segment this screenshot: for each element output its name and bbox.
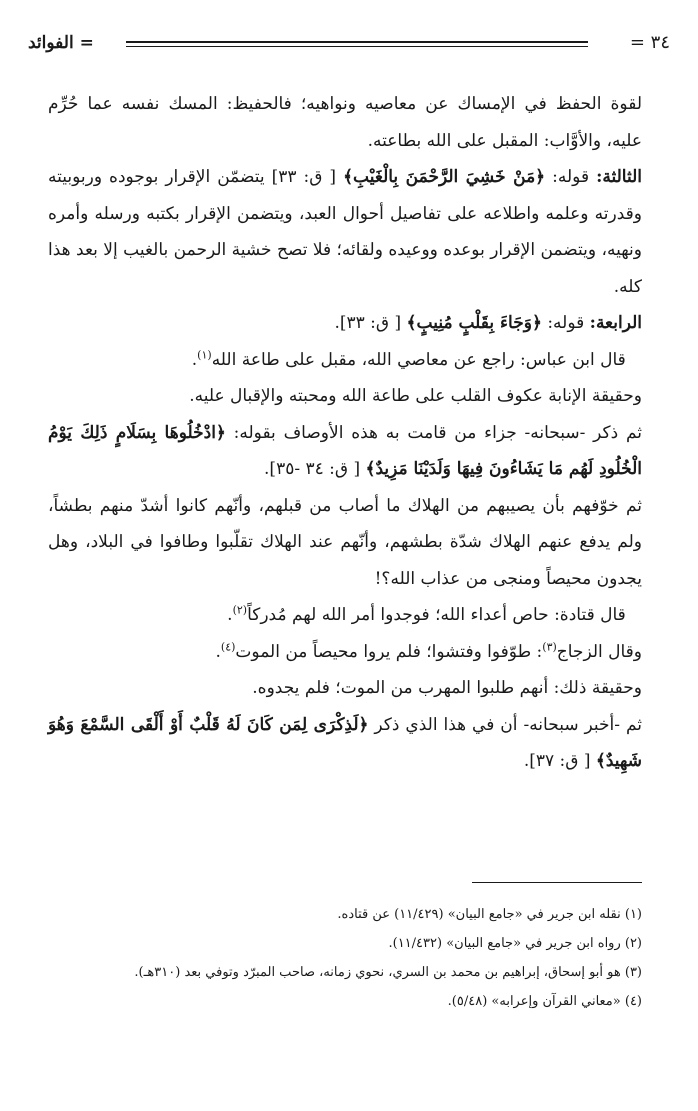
footnote-1: (١) نقله ابن جرير في «جامع البيان» (١١/٤٢٩) عن قتاده.	[337, 907, 642, 922]
paragraph-2: الثالثة: قوله: ﴿مَنْ خَشِيَ الرَّحْمَنَ بِالْغَيْبِ﴾ [ ق: ٣٣] يتضمّن الإقرار بوجوده وربوبيته وقدرته وعلمه واطلاعه على تفاصيل أحوال العبد، ويتضمن الإقرار بكتبه ورسله وأمره ونهيه، ويتضمن الإقرار بوعده ووعيده ولقائه؛ فلا تصح خشية الرحمن بالغيب إلا بعد هذا كله.	[48, 167, 643, 297]
paragraph-11: ثم -أخبر سبحانه- أن في هذا الذي ذكر ﴿لَذِكْرَى لِمَن كَانَ لَهُ قَلْبٌ أَوْ أَلْقَى السَّمْعَ وَهُوَ شَهِيدٌ﴾ [ ق: ٣٧].	[48, 714, 642, 771]
paragraph-10: وحقيقة ذلك: أنهم طلبوا المهرب من الموت؛ فلم يجدوه.	[252, 678, 642, 698]
footnote-2: (٢) رواه ابن جرير في «جامع البيان» (١١/٤٣٢).	[388, 936, 642, 951]
paragraph-7: ثم خوّفهم بأن يصيبهم من الهلاك ما أصاب من قبلهم، وأنّهم كانوا أشدّ منهم بطشاً، ولم يدفع عنهم الهلاك شدّة بطشهم، وأنّهم عند الهلاك تقلّبوا وطافوا في البلاد، وهل يجدون محيصاً ومنجى من عذاب الله؟!	[48, 495, 642, 589]
paragraph-4: قال ابن عباس: راجع عن معاصي الله، مقبل على طاعة الله$^{(١)}$.	[191, 347, 626, 370]
paragraph-6: ثم ذكر -سبحانه- جزاء من قامت به هذه الأوصاف بقوله: ﴿ادْخُلُوهَا بِسَلَامٍ ذَلِكَ يَوْمُ الْخُلُودِ لَهُم مَا يَشَاءُونَ فِيهَا وَلَدَيْنَا مَزِيدٌ﴾ [ ق: ٣٤ -٣٥].	[48, 422, 642, 479]
footnote-marker: (١)	[197, 347, 212, 361]
page-header	[28, 28, 670, 60]
quran-verse: ﴿مَنْ خَشِيَ الرَّحْمَنَ بِالْغَيْبِ﴾	[343, 167, 546, 187]
paragraph-1: لقوة الحفظ في الإمساك عن معاصيه ونواهيه؛ فالحفيظ: المسك نفسه عما حُرِّم عليه، والأوَّاب: المقبل على الله بطاعته.	[48, 94, 642, 151]
quran-verse: ﴿وَجَاءَ بِقَلْبٍ مُنِيبٍ﴾	[406, 313, 542, 333]
main-text	[48, 86, 642, 780]
header-rule	[126, 41, 588, 47]
footnote-marker: (٣)	[542, 639, 557, 653]
book-title: = الفوائد	[28, 33, 94, 53]
verse-reference: [ ق: ٣٣].	[334, 313, 402, 333]
page-number: ٣٤ =	[629, 32, 670, 53]
quran-verse: ﴿ادْخُلُوهَا بِسَلَامٍ ذَلِكَ يَوْمُ الْخُلُودِ لَهُم مَا يَشَاءُونَ فِيهَا وَلَدَيْنَا مَزِيدٌ﴾	[48, 422, 642, 479]
footnote-marker: (٢)	[232, 603, 248, 617]
paragraph-8: قال قتادة: حاص أعداء الله؛ فوجدوا أمر الله لهم مُدركاً$^{(٢)}$.	[227, 603, 626, 625]
footnote-marker: (٤)	[220, 639, 236, 653]
section-lead-fourth: الرابعة:	[589, 313, 642, 333]
paragraph-3: الرابعة: قوله: ﴿وَجَاءَ بِقَلْبٍ مُنِيبٍ﴾ [ ق: ٣٣].	[334, 313, 642, 333]
footnote-3: (٣) هو أبو إسحاق، إبراهيم بن محمد بن السري، نحوي زمانه، صاحب المبرّد وتوفي بعد (٣١٠هـ).	[134, 965, 642, 980]
footnote-separator	[472, 882, 642, 883]
verse-reference: [ ق: ٣٧].	[523, 751, 591, 771]
quran-verse: ﴿لَذِكْرَى لِمَن كَانَ لَهُ قَلْبٌ أَوْ أَلْقَى السَّمْعَ وَهُوَ شَهِيدٌ﴾	[48, 714, 642, 771]
paragraph-9: وقال الزجاج$^{(٣)}$: طوّفوا وفتشوا؛ فلم يروا محيصاً من الموت$^{(٤)}$.	[215, 639, 642, 662]
verse-reference: [ ق: ٣٣]	[271, 167, 337, 187]
paragraph-5: وحقيقة الإنابة عكوف القلب على طاعة الله ومحبته والإقبال عليه.	[189, 386, 642, 406]
section-lead-third: الثالثة:	[596, 167, 643, 187]
footnotes	[48, 900, 642, 1016]
footnote-4: (٤) «معاني القرآن وإعرابه» (٥/٤٨).	[447, 994, 642, 1009]
verse-reference: [ ق: ٣٤ -٣٥].	[264, 459, 361, 479]
